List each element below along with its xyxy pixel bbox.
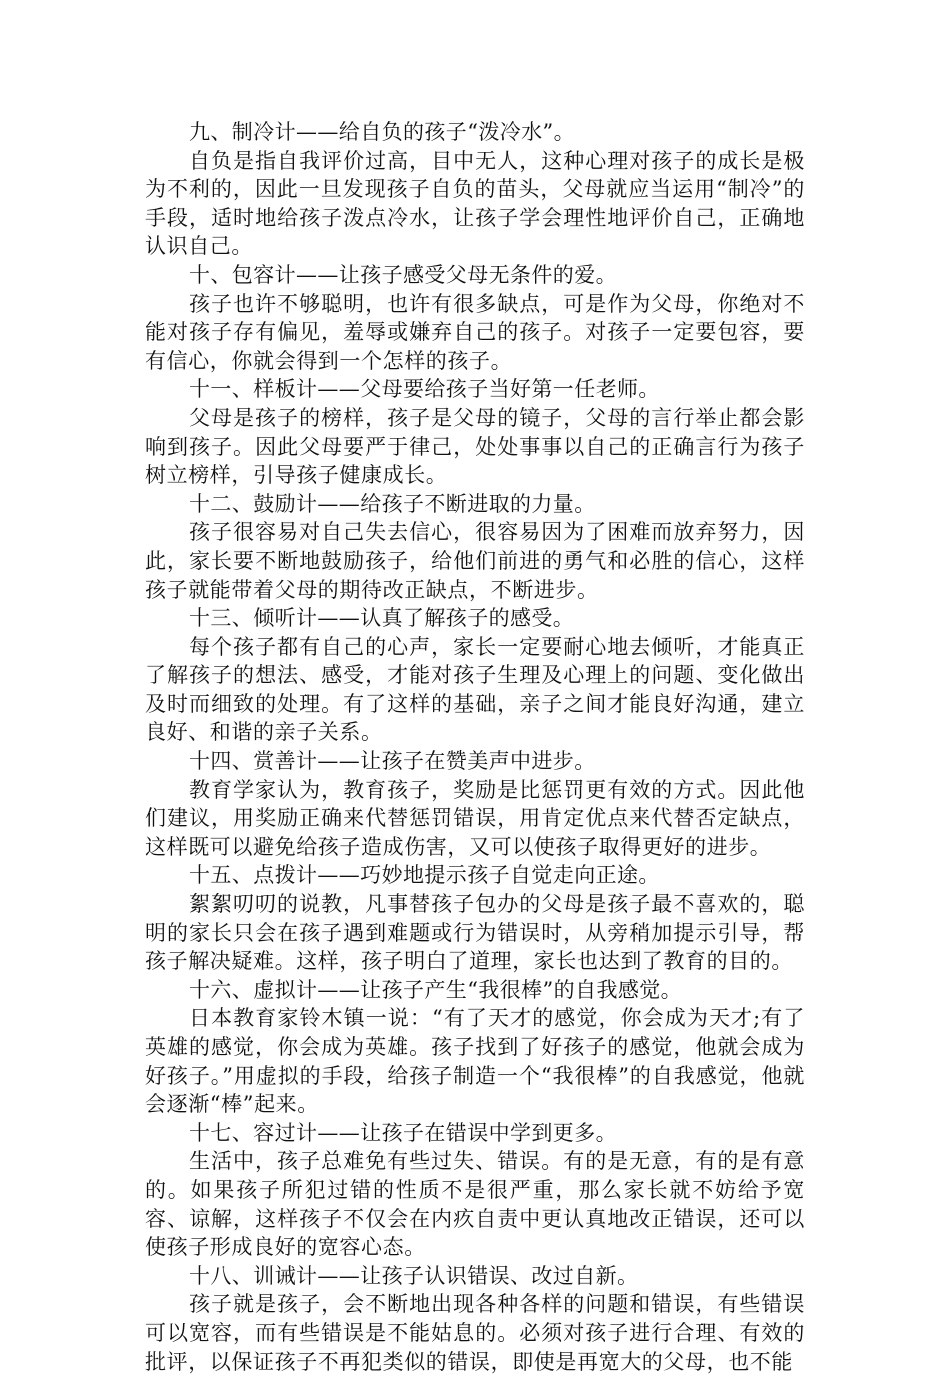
section-body-18: 孩子就是孩子，会不断地出现各种各样的问题和错误，有些错误可以宽容，而有些错误是不能姑息的。必须对孩子进行合理、有效的批评，以保证孩子不再犯类似的错误，即使是再宽大的父母，也不能 <box>145 1292 805 1374</box>
section-body-13: 每个孩子都有自己的心声，家长一定要耐心地去倾听，才能真正了解孩子的想法、感受，才能对孩子生理及心理上的问题、变化做出及时而细致的处理。有了这样的基础，亲子之间才能良好沟通，建立良好、和谐的亲子关系。 <box>145 634 805 745</box>
section-heading-13: 十三、倾听计——认真了解孩子的感受。 <box>189 606 575 631</box>
section-heading-9: 九、制冷计——给自负的孩子“泼冷水”。 <box>189 120 576 144</box>
section-heading-14: 十四、赏善计——让孩子在赞美声中进步。 <box>189 749 596 774</box>
section-body-11: 父母是孩子的榜样，孩子是父母的镜子，父母的言行举止都会影响到孩子。因此父母要严于律己，处处事事以自己的正确言行为孩子树立榜样，引导孩子健康成长。 <box>145 405 805 488</box>
section-heading-11: 十一、样板计——父母要给孩子当好第一任老师。 <box>189 377 660 402</box>
section-body-10: 孩子也许不够聪明，也许有很多缺点，可是作为父母，你绝对不能对孩子存有偏见，羞辱或嫌弃自己的孩子。对孩子一定要包容，要有信心，你就会得到一个怎样的孩子。 <box>145 291 805 373</box>
section-body-16: 日本教育家铃木镇一说：“有了天才的感觉，你会成为天才;有了英雄的感觉，你会成为英雄。孩子找到了好孩子的感觉，他就会成为好孩子。”用虚拟的手段，给孩子制造一个“我很棒”的自我感觉，他就会逐渐“棒”起来。 <box>145 1006 805 1117</box>
section-heading-17: 十七、容过计——让孩子在错误中学到更多。 <box>189 1120 617 1145</box>
section-body-15: 絮絮叨叨的说教，凡事替孩子包办的父母是孩子最不喜欢的，聪明的家长只会在孩子遇到难题或行为错误时，从旁稍加提示引导，帮孩子解决疑难。这样，孩子明白了道理，家长也达到了教育的目的。 <box>145 892 805 974</box>
section-heading-10: 十、包容计——让孩子感受父母无条件的爱。 <box>189 262 617 287</box>
section-heading-12: 十二、鼓励计——给孩子不断进取的力量。 <box>189 491 596 516</box>
section-heading-15: 十五、点拨计——巧妙地提示孩子自觉走向正途。 <box>189 863 660 888</box>
section-body-9: 自负是指自我评价过高，目中无人，这种心理对孩子的成长是极为不利的，因此一旦发现孩子自负的苗头，父母就应当运用“制冷”的手段，适时地给孩子泼点冷水，让孩子学会理性地评价自己，正确地认识自己。 <box>145 148 805 259</box>
section-body-12: 孩子很容易对自己失去信心，很容易因为了困难而放弃努力，因此，家长要不断地鼓励孩子，给他们前进的勇气和必胜的信心，这样孩子就能带着父母的期待改正缺点，不断进步。 <box>145 520 805 602</box>
section-body-17: 生活中，孩子总难免有些过失、错误。有的是无意，有的是有意的。如果孩子所犯过错的性质不是很严重，那么家长就不妨给予宽容、谅解，这样孩子不仅会在内疚自责中更认真地改正错误，还可以使孩子形成良好的宽容心态。 <box>145 1149 805 1260</box>
section-heading-16: 十六、虚拟计——让孩子产生“我很棒”的自我感觉。 <box>189 977 683 1002</box>
section-body-14: 教育学家认为，教育孩子，奖励是比惩罚更有效的方式。因此他们建议，用奖励正确来代替惩罚错误，用肯定优点来代替否定缺点，这样既可以避免给孩子造成伤害，又可以使孩子取得更好的进步。 <box>145 777 805 859</box>
section-heading-18: 十八、训诫计——让孩子认识错误、改过自新。 <box>189 1263 639 1288</box>
document-page <box>145 118 805 1376</box>
